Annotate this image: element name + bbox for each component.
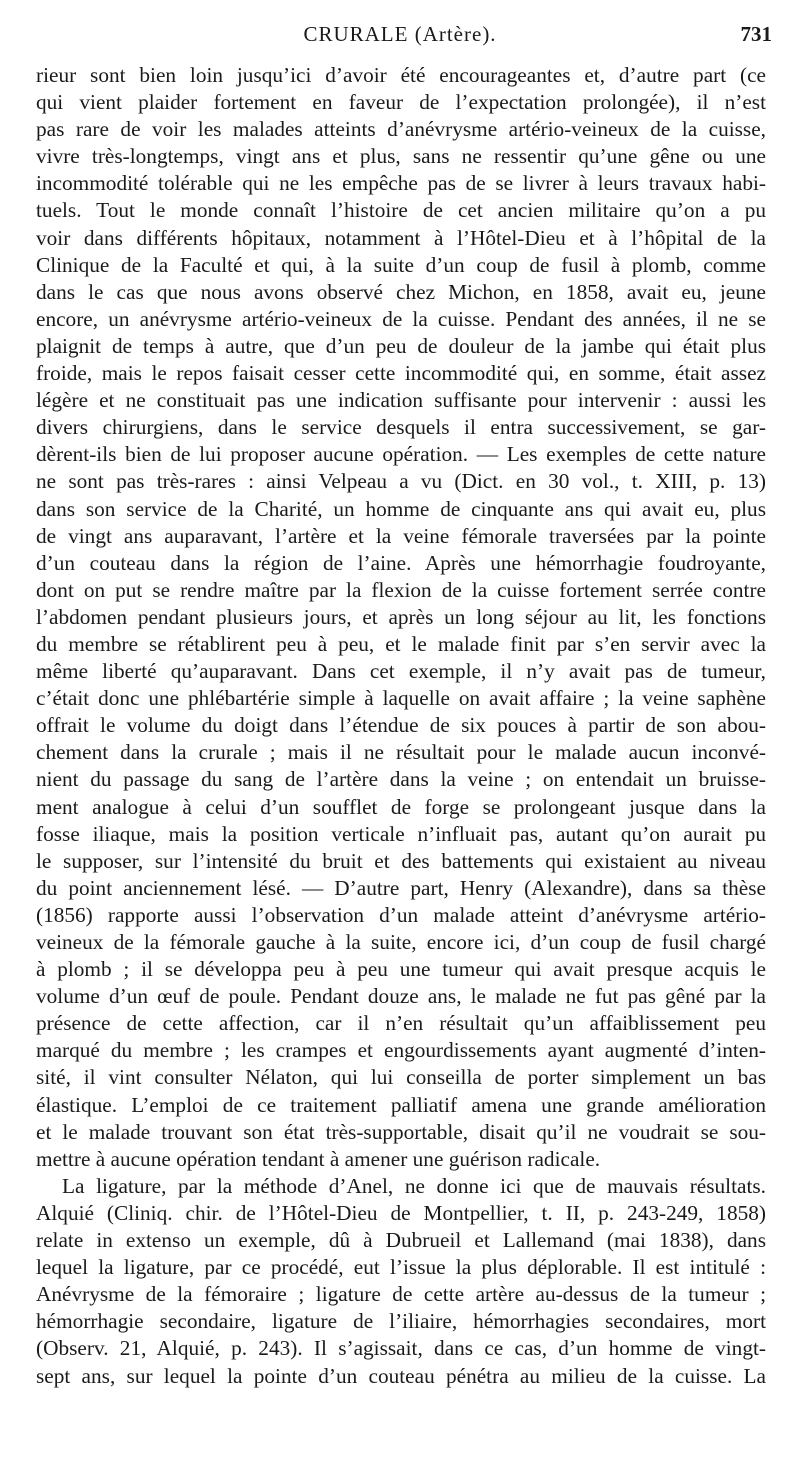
text-line: relate in extenso un exemple, dû à Dubrueil et Lallemand (mai 1838), dans (36, 1228, 766, 1253)
text-line: La ligature, par la méthode d’Anel, ne donne ici que de mauvais résultats. (62, 1173, 766, 1198)
text-line: d’un couteau dans la région de l’aine. Après une hémorrhagie foudroyante, (36, 550, 766, 575)
text-line: du point anciennement lésé. — D’autre part, Henry (Alexandre), dans sa thèse (36, 875, 766, 900)
text-line: tuels. Tout le monde connaît l’histoire de cet ancien militaire qu’on a pu (36, 198, 766, 223)
text-line: sité, il vint consulter Nélaton, qui lui conseilla de porter simplement un bas (36, 1065, 766, 1090)
text-line: marqué du membre ; les crampes et engourdissements ayant augmenté d’inten- (36, 1038, 766, 1063)
text-line: Anévrysme de la fémoraire ; ligature de cette artère au-dessus de la tumeur ; (36, 1282, 766, 1307)
text-line: légère et ne constituait pas une indication suffisante pour intervenir : aussi les (36, 388, 766, 413)
text-line: offrait le volume du doigt dans l’étendue de six pouces à partir de son abou- (36, 713, 766, 738)
text-line: qui vient plaider fortement en faveur de l’expectation prolongée), il n’est (36, 90, 766, 115)
text-line: plaignit de temps à autre, que d’un peu de douleur de la jambe qui était plus (36, 333, 766, 358)
text-line: (Observ. 21, Alquié, p. 243). Il s’agissait, dans ce cas, d’un homme de vingt- (36, 1336, 766, 1361)
text-line: présence de cette affection, car il n’en résultait qu’un affaiblissement peu (36, 1011, 766, 1036)
text-line: vivre très-longtemps, vingt ans et plus, sans ne ressentir qu’une gêne ou une (36, 144, 766, 169)
page-header (0, 22, 800, 54)
body-text (36, 62, 766, 1390)
page-number: 731 (740, 22, 772, 46)
text-line: et le malade trouvant son état très-supportable, disait qu’il ne voudrait se sou- (36, 1119, 766, 1144)
text-line: voir dans différents hôpitaux, notamment à l’Hôtel-Dieu et à l’hôpital de la (36, 225, 766, 250)
text-line: chement dans la crurale ; mais il ne résultait pour le malade aucun inconvé- (36, 740, 766, 765)
text-line: c’était donc une phlébartérie simple à laquelle on avait affaire ; la veine saphène (36, 686, 766, 711)
running-title: CRURALE (Artère). (303, 22, 497, 46)
text-line: le supposer, sur l’intensité du bruit et des battements qui existaient au niveau (36, 848, 766, 873)
text-line: veineux de la fémorale gauche à la suite, encore ici, d’un coup de fusil chargé (36, 930, 766, 954)
text-line: encore, un anévrysme artério-veineux de la cuisse. Pendant des années, il ne se (36, 306, 766, 331)
text-line: de vingt ans auparavant, l’artère et la veine fémorale traversées par la pointe (36, 523, 766, 548)
text-line: mettre à aucune opération tendant à amener une guérison radicale. (36, 1146, 601, 1171)
text-line: dans son service de la Charité, un homme de cinquante ans qui avait eu, plus (36, 496, 766, 521)
text-line: incommodité tolérable qui ne les empêche pas de se livrer à leurs travaux habi- (36, 171, 766, 196)
text-line: à plomb ; il se développa peu à peu une tumeur qui avait presque acquis le (36, 957, 766, 982)
text-line: lequel la ligature, par ce procédé, eut l’issue la plus déplorable. Il est intitulé : (36, 1255, 766, 1280)
text-line: rieur sont bien loin jusqu’ici d’avoir été encourageantes et, d’autre part (ce (36, 63, 766, 87)
text-line: dèrent-ils bien de lui proposer aucune opération. — Les exemples de cette nature (36, 442, 766, 467)
text-line: Clinique de la Faculté et qui, à la suite d’un coup de fusil à plomb, comme (36, 252, 766, 277)
text-line: fosse iliaque, mais la position verticale n’influait pas, autant qu’on aurait pu (36, 821, 766, 846)
text-line: nient du passage du sang de l’artère dans la veine ; on entendait un bruisse- (36, 767, 766, 792)
text-line: du membre se rétablirent peu à peu, et le malade finit par s’en servir avec la (36, 631, 766, 656)
text-line: ment analogue à celui d’un soufflet de forge se prolongeant jusque dans la (36, 794, 766, 819)
text-line: volume d’un œuf de poule. Pendant douze ans, le malade ne fut pas gêné par la (36, 984, 766, 1009)
text-line: (1856) rapporte aussi l’observation d’un malade atteint d’anévrysme artério- (36, 902, 766, 927)
text-line: pas rare de voir les malades atteints d’anévrysme artério-veineux de la cuisse, (36, 117, 766, 142)
text-line: dont on put se rendre maître par la flexion de la cuisse fortement serrée contre (36, 577, 766, 602)
text-line: l’abdomen pendant plusieurs jours, et après un long séjour au lit, les fonctions (36, 604, 766, 629)
text-line: Alquié (Cliniq. chir. de l’Hôtel-Dieu de Montpellier, t. II, p. 243-249, 1858) (36, 1200, 766, 1225)
text-line: dans le cas que nous avons observé chez Michon, en 1858, avait eu, jeune (36, 279, 766, 304)
text-line: divers chirurgiens, dans le service desquels il entra successivement, se gar- (36, 415, 766, 440)
text-line: élastique. L’emploi de ce traitement palliatif amena une grande amélioration (36, 1092, 766, 1117)
text-line: sept ans, sur lequel la pointe d’un couteau pénétra au milieu de la cuisse. La (36, 1363, 766, 1388)
text-line: froide, mais le repos faisait cesser cette incommodité qui, en somme, était assez (36, 361, 766, 386)
text-line: ne sont pas très-rares : ainsi Velpeau a vu (Dict. en 30 vol., t. XIII, p. 13) (36, 469, 766, 494)
text-line: hémorrhagie secondaire, ligature de l’iliaire, hémorrhagies secondaires, mort (36, 1309, 766, 1334)
text-line: même liberté qu’auparavant. Dans cet exemple, il n’y avait pas de tumeur, (36, 659, 766, 684)
